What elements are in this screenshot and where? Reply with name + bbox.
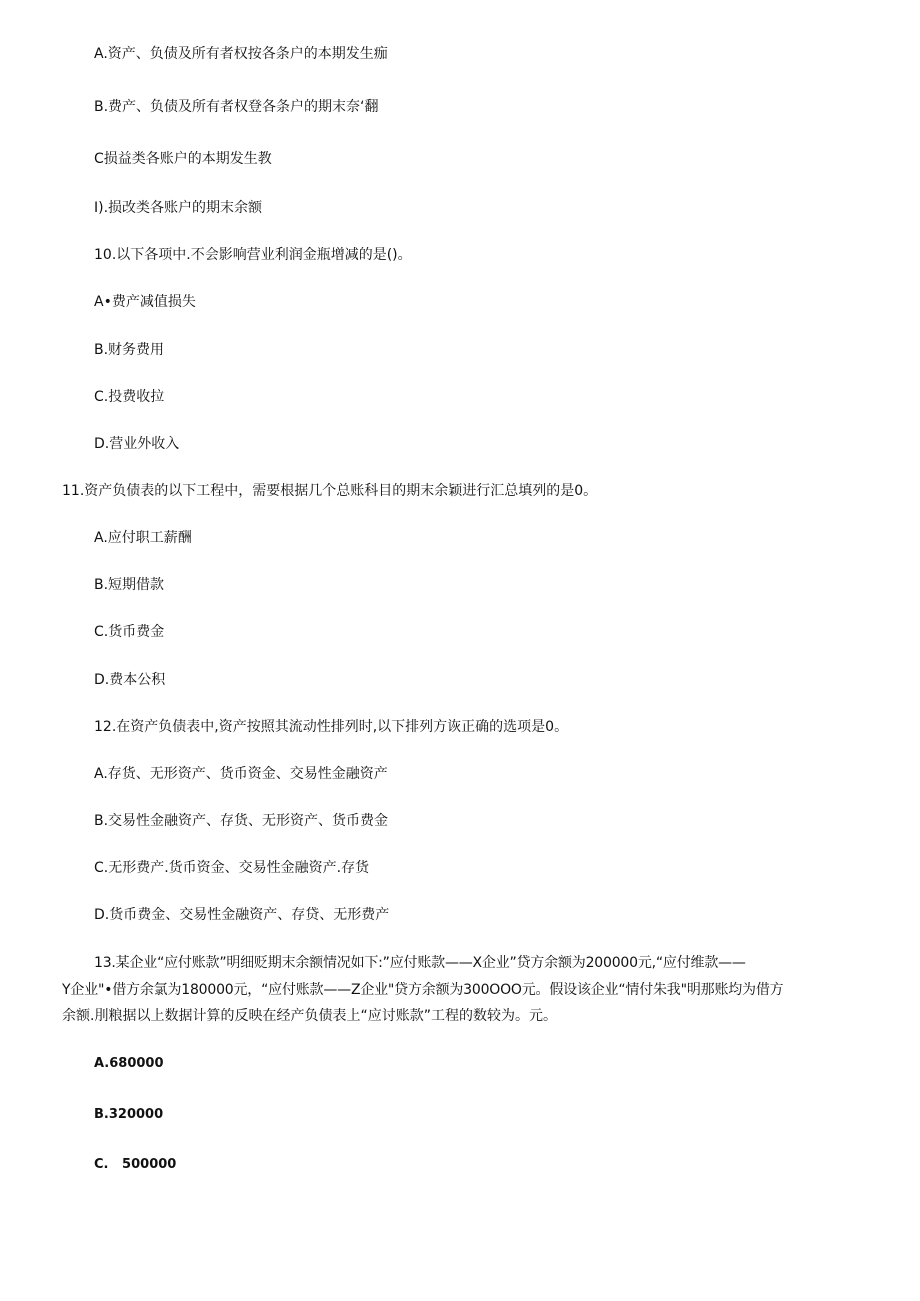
q13-stem-line-3: 余额.刖粮据以上数据计算的反映在经产负债表上“应讨账款”工程的数较为。元。 [62, 1008, 557, 1024]
q11-option-a: A.应付职工薪酬 [94, 530, 192, 546]
q10-option-b: B.财务费用 [94, 342, 165, 358]
q13-option-c: C. 500000 [94, 1157, 177, 1172]
q9-option-b: B.费产、负债及所有者权登各条户的期末奈‘翻 [94, 99, 379, 115]
q9-option-d: I).损改类各账户的期末余额 [94, 200, 263, 216]
q13-stem-line-1: 13.某企业“应付账款”明细贬期末余额情况如下:”应付账款——X企业”贷方余额为200000元,“应付维款—— [94, 955, 746, 971]
q9-option-a: A.资产、负债及所有者权按各条户的本期发生痂 [94, 46, 388, 62]
q12-option-b: B.交易性金融资产、存货、无形资产、货币费金 [94, 813, 389, 829]
q12-option-d: D.货币费金、交易性金融资产、存贷、无形费产 [94, 907, 390, 923]
q10-stem: 10.以下各项中.不会影响营业利润金瓶增减的是()。 [94, 247, 412, 263]
q11-stem: 11.资产负债表的以下工程中，需要根据几个总账科目的期末余颖进行汇总填列的是0。 [62, 483, 598, 499]
q11-option-d: D.费本公积 [94, 672, 166, 688]
q12-option-a: A.存货、无形资产、货币资金、交易性金融资产 [94, 766, 388, 782]
q13-option-a: A.680000 [94, 1056, 164, 1071]
q11-option-b: B.短期借款 [94, 577, 165, 593]
q10-option-d: D.营业外收入 [94, 436, 180, 452]
q9-option-c: C损益类各账户的本期发生教 [94, 151, 272, 167]
q13-stem-line-2: Y企业"•借方余氯为180000元，“应付账款——Z企业"贷方余额为300OOO元。假设该企业“情付朱我"明那账均为借方 [62, 982, 784, 998]
q12-option-c: C.无形费产.货币资金、交易性金融资产.存货 [94, 860, 370, 876]
q10-option-c: C.投费收拉 [94, 389, 165, 405]
q10-option-a: A•费产减值损失 [94, 294, 196, 310]
q13-option-b: B.320000 [94, 1107, 164, 1122]
q11-option-c: C.货币费金 [94, 624, 165, 640]
q12-stem: 12.在资产负债表中,资产按照其流动性排列时,以下排列方诙正确的选项是0。 [94, 719, 569, 735]
